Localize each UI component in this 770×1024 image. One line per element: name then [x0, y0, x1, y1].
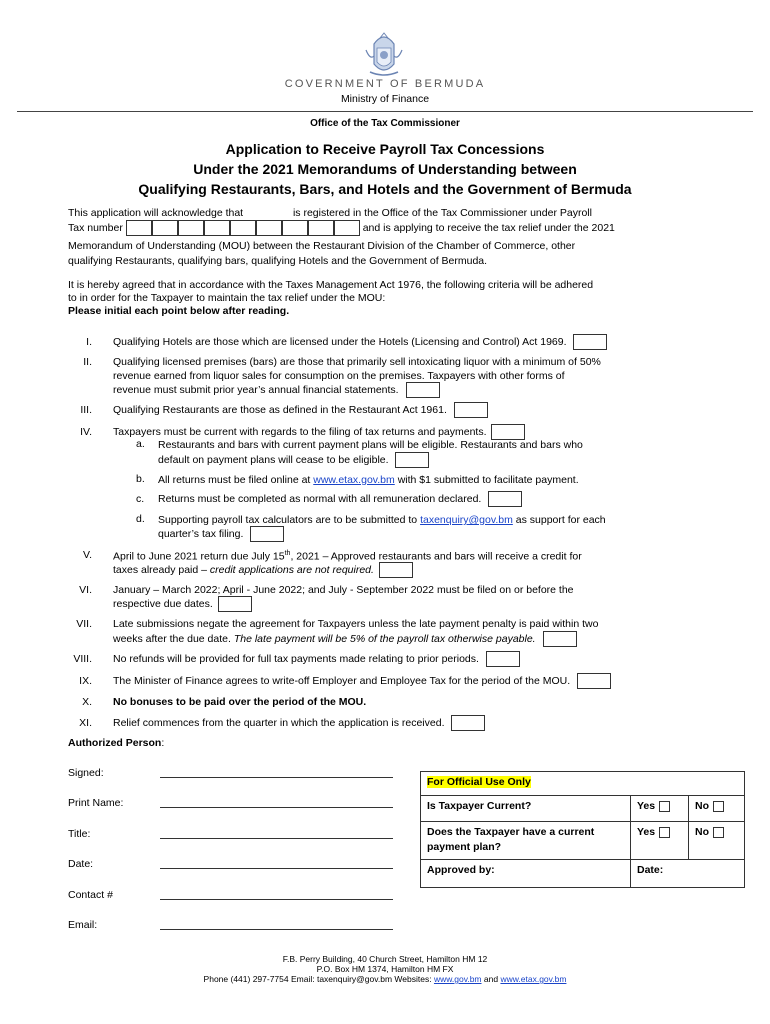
item-text: The Minister of Finance agrees to write-off Employer and Employee Tax for the period of the MOU.: [113, 674, 571, 687]
footer-contact-text: Phone (441) 297-7754 Email: taxenquiry@gov.bm Websites:: [203, 974, 432, 984]
initial-box-ii[interactable]: [406, 382, 440, 398]
item-number: VI.: [79, 584, 92, 596]
email-label: Email:: [68, 919, 98, 931]
government-name: COVERNMENT OF BERMUDA: [284, 78, 486, 90]
item-number: VII.: [76, 618, 92, 630]
sub-letter: d.: [136, 513, 145, 525]
current-yes-checkbox[interactable]: [659, 801, 670, 812]
current-no-cell: [689, 796, 745, 822]
superscript: th: [284, 550, 291, 557]
current-yes-cell: [631, 796, 689, 822]
current-question: Is Taxpayer Current?: [421, 796, 631, 822]
item-text: as support for each: [515, 514, 606, 526]
item-v-line-2: [113, 562, 705, 578]
item-text: quarter’s tax filing.: [158, 527, 244, 540]
intro-line-2: [68, 219, 615, 237]
tax-number-digit[interactable]: [282, 220, 308, 236]
item-text: April to June 2021 return due July 15: [113, 550, 285, 563]
contact-field[interactable]: [160, 899, 393, 900]
sub-letter: b.: [136, 473, 145, 485]
item-text: Returns must be completed as normal with all remuneration declared.: [158, 492, 482, 505]
approved-date-cell[interactable]: Date:: [631, 860, 745, 888]
item-number: IV.: [80, 426, 92, 438]
plan-yes-checkbox[interactable]: [659, 827, 670, 838]
item-text: Supporting payroll tax calculators are to be submitted to: [158, 514, 418, 526]
item-text-italic: The late payment will be 5% of the payroll tax otherwise payable.: [233, 632, 536, 645]
intro-line-3: Memorandum of Understanding (MOU) between the Restaurant Division of the Chamber of Commerce, other: [68, 240, 576, 252]
signed-field[interactable]: [160, 777, 393, 778]
initial-box-iv-d[interactable]: [250, 526, 284, 542]
title-line-1: Application to Receive Payroll Tax Concessions: [225, 141, 545, 157]
approved-by-cell[interactable]: Approved by:: [421, 860, 631, 888]
item-number: I.: [86, 336, 92, 348]
tax-number-digit[interactable]: [308, 220, 334, 236]
tax-number-digit[interactable]: [126, 220, 152, 236]
item-viii: [113, 651, 705, 667]
payment-plan-question-line-1: Does the Taxpayer have a current: [427, 826, 595, 838]
initial-box-xi[interactable]: [451, 715, 485, 731]
tax-number-digit[interactable]: [230, 220, 256, 236]
tax-number-digit[interactable]: [256, 220, 282, 236]
item-ii-line-3: [113, 382, 705, 398]
item-iv-a-line-2: [158, 452, 704, 468]
item-text: respective due dates.: [113, 597, 213, 610]
tax-number-digit[interactable]: [334, 220, 360, 236]
item-iii: [113, 402, 705, 418]
current-no-checkbox[interactable]: [713, 801, 724, 812]
intro-text: is registered in the Office of the Tax Commissioner under Payroll: [292, 206, 592, 219]
no-label: No: [695, 800, 709, 812]
initial-instruction: Please initial each point below after reading.: [68, 305, 290, 317]
plan-yes-cell: [631, 822, 689, 860]
item-text-italic: credit applications are not required.: [209, 563, 374, 576]
intro-line-4: qualifying Restaurants, qualifying bars, qualifying Hotels and the Government of Bermuda.: [68, 255, 488, 267]
ministry-name: Ministry of Finance: [340, 93, 430, 105]
item-vi-line-2: [113, 596, 705, 612]
footer-address-1: F.B. Perry Building, 40 Church Street, Hamilton HM 12: [282, 954, 488, 964]
authorized-colon: :: [161, 737, 165, 749]
item-vii-line-2: [113, 631, 705, 647]
gov-website-link[interactable]: www.gov.bm: [433, 974, 482, 984]
item-text: default on payment plans will cease to be eligible.: [158, 453, 389, 466]
item-x: No bonuses to be paid over the period of the MOU.: [113, 696, 367, 708]
yes-label: Yes: [637, 800, 656, 812]
official-use-heading-text: For Official Use Only: [427, 776, 531, 788]
title-line-2: Under the 2021 Memorandums of Understanding between: [193, 161, 577, 177]
sub-letter: a.: [136, 438, 145, 450]
item-number: X.: [82, 696, 92, 708]
title-label: Title:: [68, 828, 91, 840]
item-text: , 2021 – Approved restaurants and bars will receive a credit for: [290, 550, 582, 563]
initial-box-iii[interactable]: [454, 402, 488, 418]
etax-website-link[interactable]: www.etax.gov.bm: [500, 974, 567, 984]
item-ii-line-1: Qualifying licensed premises (bars) are those that primarily sell intoxicating liquor with a minimum of 50%: [113, 356, 601, 368]
item-number: VIII.: [73, 653, 92, 665]
payment-plan-question-line-2: payment plan?: [427, 841, 502, 853]
item-text: revenue must submit prior year’s annual financial statements.: [113, 383, 399, 396]
yes-label: Yes: [637, 826, 656, 838]
plan-no-checkbox[interactable]: [713, 827, 724, 838]
initial-box-vi[interactable]: [218, 596, 252, 612]
item-iv-d-line-2: [158, 526, 704, 542]
item-text: weeks after the due date.: [113, 632, 231, 645]
item-iv-a-line-1: Restaurants and bars with current payment plans will be eligible. Restaurants and bars who: [158, 439, 583, 451]
title-field[interactable]: [160, 838, 393, 839]
initial-box-iv-a[interactable]: [395, 452, 429, 468]
tax-number-digit[interactable]: [204, 220, 230, 236]
initial-box-viii[interactable]: [486, 651, 520, 667]
initial-box-vii[interactable]: [543, 631, 577, 647]
initial-box-ix[interactable]: [577, 673, 611, 689]
intro-text: and is applying to receive the tax relief under the 2021: [362, 222, 615, 234]
item-text: Taxpayers must be current with regards to the filing of tax returns and payments.: [113, 425, 487, 438]
item-ii-line-2: revenue earned from liquor sales for consumption on the premises. Taxpayers with other forms of: [113, 370, 565, 382]
item-vi-line-1: January – March 2022; April - June 2022; and July - September 2022 must be filed on or before the: [113, 584, 574, 596]
item-text: with $1 submitted to facilitate payment.: [397, 474, 579, 486]
no-label: No: [695, 826, 709, 838]
payment-plan-question: [421, 822, 631, 860]
sub-letter: c.: [136, 493, 145, 505]
date-field[interactable]: [160, 868, 393, 869]
signed-label: Signed:: [68, 767, 104, 779]
taxenquiry-email-link[interactable]: taxenquiry@gov.bm: [420, 514, 513, 526]
title-line-3: Qualifying Restaurants, Bars, and Hotels and the Government of Bermuda: [138, 181, 632, 197]
tax-number-digit[interactable]: [178, 220, 204, 236]
intro-text: Tax number: [68, 222, 123, 234]
header-divider: [17, 111, 753, 112]
item-number: IX.: [79, 675, 92, 687]
item-text: All returns must be filed online at: [158, 474, 311, 486]
authorized-heading: [68, 737, 164, 749]
item-text: No refunds will be provided for full tax payments made relating to prior periods.: [113, 652, 479, 665]
authorized-heading-text: Authorized Person: [68, 737, 162, 749]
item-number: III.: [80, 404, 92, 416]
email-field[interactable]: [160, 929, 393, 930]
item-number: XI.: [79, 717, 92, 729]
tax-number-digit[interactable]: [152, 220, 178, 236]
initial-box-v[interactable]: [379, 562, 413, 578]
official-use-table: [420, 771, 745, 888]
item-text: Qualifying Hotels are those which are licensed under the Hotels (Licensing and Control) Act 1969.: [113, 335, 567, 348]
initial-box-iv-c[interactable]: [488, 491, 522, 507]
footer-address-2: P.O. Box HM 1374, Hamilton HM FX: [316, 964, 454, 974]
item-text: Relief commences from the quarter in which the application is received.: [113, 716, 445, 729]
contact-label: Contact #: [68, 889, 113, 901]
item-number: V.: [83, 549, 92, 561]
official-use-heading: [421, 772, 745, 796]
print-name-field[interactable]: [160, 807, 393, 808]
date-label: Date:: [68, 858, 94, 870]
item-vii-line-1: Late submissions negate the agreement for Taxpayers unless the late payment penalty is paid within two: [113, 618, 599, 630]
bermuda-crest-icon: [360, 30, 408, 80]
item-text: taxes already paid –: [113, 563, 207, 576]
plan-no-cell: [689, 822, 745, 860]
item-ix: [113, 673, 705, 689]
criteria-line-2: to in order for the Taxpayer to maintain the tax relief under the MOU:: [68, 292, 386, 304]
footer-contact: [0, 974, 770, 984]
item-iv-b: [158, 473, 704, 488]
item-number: II.: [83, 356, 92, 368]
criteria-line-1: It is hereby agreed that in accordance with the Taxes Management Act 1976, the following criteria will be adhered: [68, 279, 594, 291]
print-name-label: Print Name:: [68, 797, 124, 809]
item-text: Qualifying Restaurants are those as defined in the Restaurant Act 1961.: [113, 403, 447, 416]
intro-text: This application will acknowledge that: [68, 206, 244, 219]
item-iv-c: [158, 491, 704, 507]
item-i: [113, 334, 705, 350]
office-name: Office of the Tax Commissioner: [310, 118, 460, 129]
footer-and: and: [483, 974, 499, 984]
etax-link[interactable]: www.etax.gov.bm: [313, 474, 395, 486]
initial-box-i[interactable]: [573, 334, 607, 350]
item-xi: [113, 715, 705, 731]
